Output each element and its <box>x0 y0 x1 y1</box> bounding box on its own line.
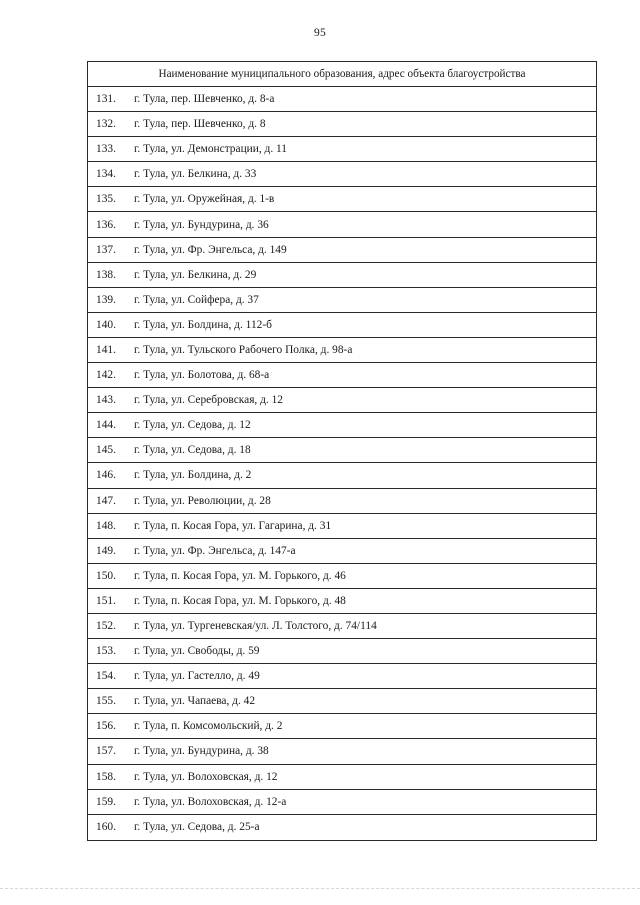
table-row <box>88 288 596 313</box>
row-number: 134. <box>96 168 116 181</box>
row-number: 136. <box>96 218 116 231</box>
table-row <box>88 187 596 212</box>
row-number: 156. <box>96 720 116 733</box>
table-row <box>88 338 596 363</box>
table-row <box>88 363 596 388</box>
row-number: 132. <box>96 118 116 131</box>
table-row <box>88 137 596 162</box>
row-address: г. Тула, ул. Сойфера, д. 37 <box>134 293 259 306</box>
row-address: г. Тула, ул. Тургеневская/ул. Л. Толстого, д. 74/114 <box>134 620 377 633</box>
row-number: 137. <box>96 243 116 256</box>
row-address: г. Тула, ул. Болотова, д. 68-а <box>134 369 270 382</box>
row-number: 140. <box>96 318 116 331</box>
row-address: г. Тула, ул. Гастелло, д. 49 <box>134 670 260 683</box>
row-address: г. Тула, ул. Тульского Рабочего Полка, д. 98-а <box>134 343 353 356</box>
row-number: 157. <box>96 745 116 758</box>
table-row <box>88 514 596 539</box>
row-address: г. Тула, п. Косая Гора, ул. Гагарина, д. 31 <box>134 519 332 532</box>
row-address: г. Тула, п. Косая Гора, ул. М. Горького, д. 48 <box>134 594 346 607</box>
table-row <box>88 87 596 112</box>
row-number: 141. <box>96 343 116 356</box>
row-number: 160. <box>96 821 116 834</box>
row-address: г. Тула, ул. Белкина, д. 29 <box>134 268 257 281</box>
table-row <box>88 664 596 689</box>
row-number: 154. <box>96 670 116 683</box>
table-row <box>88 589 596 614</box>
table-row <box>88 739 596 764</box>
row-address: г. Тула, п. Косая Гора, ул. М. Горького, д. 46 <box>134 569 346 582</box>
page-number: 95 <box>313 27 327 39</box>
row-number: 138. <box>96 268 116 281</box>
row-address: г. Тула, ул. Седова, д. 12 <box>134 419 251 432</box>
row-number: 152. <box>96 620 116 633</box>
table-body <box>88 87 596 840</box>
row-number: 146. <box>96 469 116 482</box>
table-row <box>88 263 596 288</box>
row-address: г. Тула, ул. Бундурина, д. 38 <box>134 745 269 758</box>
row-number: 147. <box>96 494 116 507</box>
row-address: г. Тула, ул. Демонстрации, д. 11 <box>134 143 288 156</box>
row-number: 148. <box>96 519 116 532</box>
row-number: 159. <box>96 795 116 808</box>
row-address: г. Тула, ул. Революции, д. 28 <box>134 494 271 507</box>
table-row <box>88 815 596 840</box>
row-address: г. Тула, ул. Фр. Энгельса, д. 149 <box>134 243 287 256</box>
row-address: г. Тула, ул. Седова, д. 18 <box>134 444 251 457</box>
table-row <box>88 614 596 639</box>
row-address: г. Тула, ул. Оружейная, д. 1-в <box>134 193 275 206</box>
table-row <box>88 689 596 714</box>
row-number: 150. <box>96 569 116 582</box>
row-number: 139. <box>96 293 116 306</box>
table-row <box>88 463 596 488</box>
table-row <box>88 212 596 237</box>
row-address: г. Тула, ул. Болдина, д. 2 <box>134 469 252 482</box>
table-row <box>88 790 596 815</box>
row-address: г. Тула, ул. Волоховская, д. 12-а <box>134 795 287 808</box>
table-row <box>88 639 596 664</box>
row-number: 135. <box>96 193 116 206</box>
row-number: 143. <box>96 394 116 407</box>
table-row <box>88 388 596 413</box>
table-row <box>88 539 596 564</box>
table-row <box>88 489 596 514</box>
row-address: г. Тула, пер. Шевченко, д. 8 <box>134 118 266 131</box>
table-header: Наименование муниципального образования, адрес объекта благоустройства <box>88 62 596 87</box>
table-row <box>88 112 596 137</box>
row-number: 144. <box>96 419 116 432</box>
row-address: г. Тула, ул. Фр. Энгельса, д. 147-а <box>134 544 296 557</box>
row-number: 133. <box>96 143 116 156</box>
row-address: г. Тула, ул. Чапаева, д. 42 <box>134 695 256 708</box>
row-address: г. Тула, ул. Серебровская, д. 12 <box>134 394 284 407</box>
scan-artifact-line <box>0 888 640 895</box>
table-row <box>88 564 596 589</box>
row-address: г. Тула, ул. Седова, д. 25-а <box>134 821 260 834</box>
row-address: г. Тула, п. Комсомольский, д. 2 <box>134 720 283 733</box>
table-row <box>88 238 596 263</box>
table-row <box>88 162 596 187</box>
address-table <box>87 61 597 841</box>
table-row <box>88 765 596 790</box>
row-number: 131. <box>96 93 116 106</box>
table-row <box>88 313 596 338</box>
row-number: 151. <box>96 594 116 607</box>
table-row <box>88 438 596 463</box>
row-address: г. Тула, ул. Бундурина, д. 36 <box>134 218 269 231</box>
row-number: 155. <box>96 695 116 708</box>
row-number: 145. <box>96 444 116 457</box>
row-address: г. Тула, ул. Болдина, д. 112-б <box>134 318 272 331</box>
row-address: г. Тула, пер. Шевченко, д. 8-а <box>134 93 275 106</box>
row-address: г. Тула, ул. Волоховская, д. 12 <box>134 770 278 783</box>
row-number: 153. <box>96 645 116 658</box>
row-address: г. Тула, ул. Белкина, д. 33 <box>134 168 257 181</box>
row-address: г. Тула, ул. Свободы, д. 59 <box>134 645 260 658</box>
row-number: 142. <box>96 369 116 382</box>
row-number: 158. <box>96 770 116 783</box>
table-row <box>88 413 596 438</box>
row-number: 149. <box>96 544 116 557</box>
table-row <box>88 714 596 739</box>
